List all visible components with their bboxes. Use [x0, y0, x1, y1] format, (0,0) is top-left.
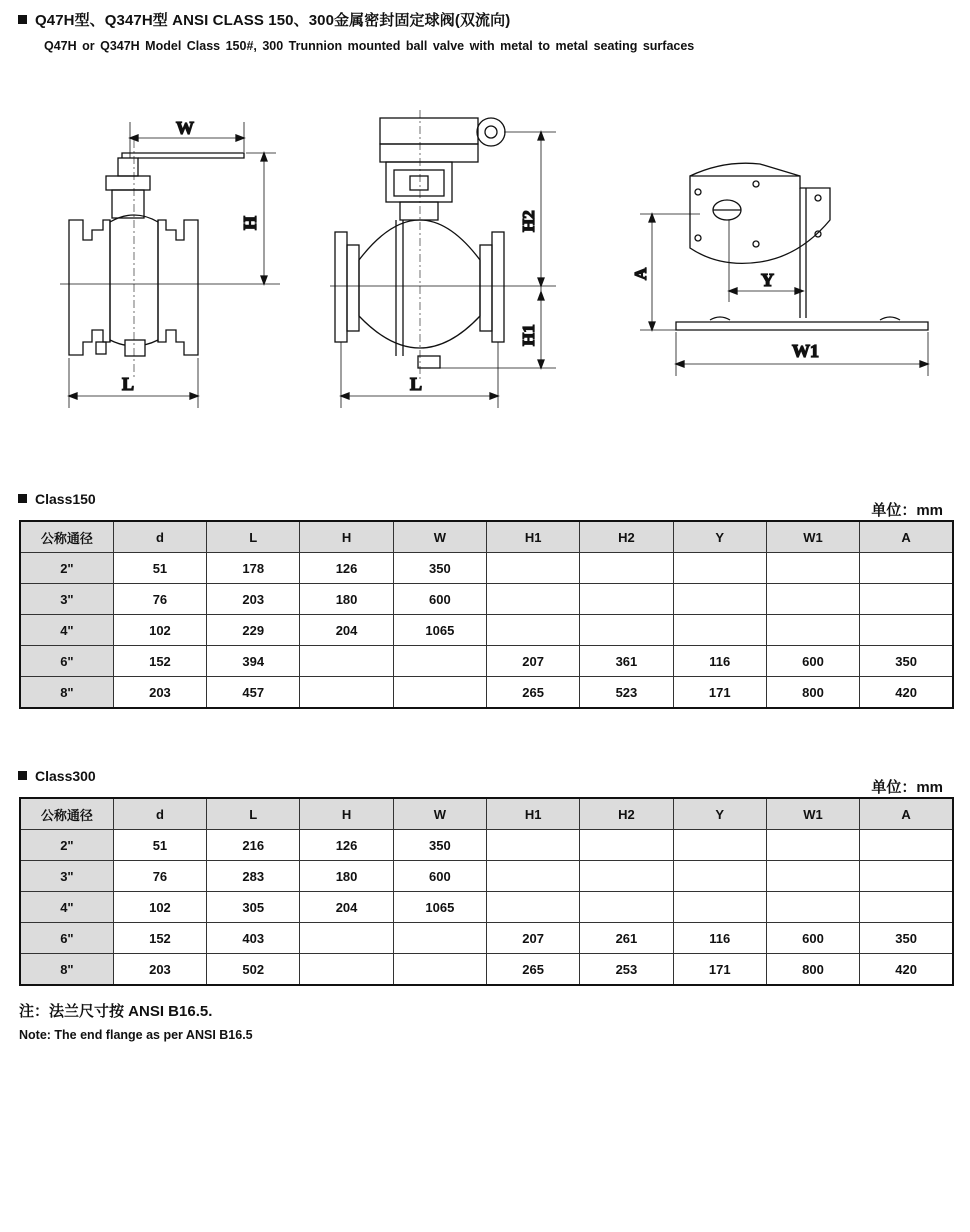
column-header: H1 — [486, 521, 579, 553]
table-cell: 152 — [113, 923, 206, 954]
table-cell — [580, 553, 673, 584]
table-cell — [300, 646, 393, 677]
bullet-square-icon — [18, 494, 27, 503]
table-cell: 394 — [207, 646, 300, 677]
column-header: W — [393, 521, 486, 553]
label-y: Y — [761, 270, 774, 290]
note-chinese: 注：法兰尺寸按 ANSI B16.5. — [19, 1003, 213, 1020]
nominal-size-cell: 6" — [20, 646, 113, 677]
column-header: L — [207, 521, 300, 553]
class300-table — [19, 797, 954, 986]
section-title-class150 — [18, 491, 96, 507]
table-cell — [393, 923, 486, 954]
table-cell — [300, 923, 393, 954]
label-a: A — [631, 267, 650, 280]
table-row — [20, 892, 953, 923]
table-cell — [860, 830, 953, 861]
table-cell: 600 — [766, 646, 859, 677]
table-cell: 203 — [207, 584, 300, 615]
table-row — [20, 615, 953, 646]
label-h2: H2 — [519, 210, 538, 232]
column-header: H — [300, 521, 393, 553]
valve-dimension-drawing — [0, 80, 970, 420]
table-cell: 207 — [486, 646, 579, 677]
table-cell: 457 — [207, 677, 300, 709]
table-cell — [673, 584, 766, 615]
table-cell — [766, 584, 859, 615]
table-cell: 265 — [486, 677, 579, 709]
table-cell — [486, 584, 579, 615]
table-cell — [486, 553, 579, 584]
table-cell: 502 — [207, 954, 300, 986]
table-cell: 207 — [486, 923, 579, 954]
column-header: W1 — [766, 798, 859, 830]
unit-label: 单位：mm — [871, 502, 943, 519]
table-cell — [860, 553, 953, 584]
column-header: H2 — [580, 798, 673, 830]
bullet-square-icon — [18, 771, 27, 780]
bullet-square-icon — [18, 15, 27, 24]
table-cell: 420 — [860, 677, 953, 709]
table-cell: 265 — [486, 954, 579, 986]
table-cell: 180 — [300, 584, 393, 615]
table-cell — [673, 892, 766, 923]
table-cell — [300, 954, 393, 986]
nominal-size-cell: 8" — [20, 954, 113, 986]
side-view-lever-valve — [60, 122, 280, 408]
table-cell: 171 — [673, 677, 766, 709]
table-row — [20, 954, 953, 986]
table-cell: 361 — [580, 646, 673, 677]
column-header: A — [860, 521, 953, 553]
table-cell — [860, 861, 953, 892]
label-h1: H1 — [519, 324, 538, 346]
table-cell: 102 — [113, 892, 206, 923]
table-cell — [486, 615, 579, 646]
column-header: H — [300, 798, 393, 830]
table-cell — [766, 615, 859, 646]
section-title-class300 — [18, 768, 96, 784]
table-cell — [673, 615, 766, 646]
table-cell: 126 — [300, 830, 393, 861]
table-cell — [393, 954, 486, 986]
table-cell: 76 — [113, 584, 206, 615]
table-cell: 76 — [113, 861, 206, 892]
label-l-middle: L — [410, 374, 423, 394]
nominal-size-cell: 3" — [20, 584, 113, 615]
table-cell — [580, 830, 673, 861]
table-header-row — [20, 521, 953, 553]
column-header: A — [860, 798, 953, 830]
table-cell: 51 — [113, 830, 206, 861]
table-cell: 350 — [393, 830, 486, 861]
table-cell: 600 — [393, 584, 486, 615]
table-cell — [673, 830, 766, 861]
table-cell — [766, 553, 859, 584]
table-cell: 126 — [300, 553, 393, 584]
column-header: 公称通径 — [20, 798, 113, 830]
label-l-left: L — [122, 374, 135, 394]
table-cell — [860, 892, 953, 923]
table-row — [20, 553, 953, 584]
table-cell: 523 — [580, 677, 673, 709]
table-cell: 261 — [580, 923, 673, 954]
nominal-size-cell: 4" — [20, 892, 113, 923]
table-header-row — [20, 798, 953, 830]
table-cell: 152 — [113, 646, 206, 677]
table-row — [20, 830, 953, 861]
table-cell: 203 — [113, 954, 206, 986]
table-cell: 229 — [207, 615, 300, 646]
table-cell: 1065 — [393, 615, 486, 646]
table-cell — [393, 677, 486, 709]
table-cell: 403 — [207, 923, 300, 954]
side-view-gear-valve — [330, 110, 556, 408]
table-cell: 350 — [393, 553, 486, 584]
top-view-gearbox — [640, 163, 928, 376]
nominal-size-cell: 3" — [20, 861, 113, 892]
table-cell: 116 — [673, 646, 766, 677]
table-cell: 203 — [113, 677, 206, 709]
table-cell: 350 — [860, 923, 953, 954]
table-cell: 116 — [673, 923, 766, 954]
table-cell: 420 — [860, 954, 953, 986]
table-cell: 102 — [113, 615, 206, 646]
table-cell: 216 — [207, 830, 300, 861]
table-cell: 51 — [113, 553, 206, 584]
table-cell — [766, 830, 859, 861]
nominal-size-cell: 6" — [20, 923, 113, 954]
table-cell: 305 — [207, 892, 300, 923]
table-cell — [766, 861, 859, 892]
table-cell — [580, 861, 673, 892]
column-header: W — [393, 798, 486, 830]
table-cell: 800 — [766, 954, 859, 986]
column-header: W1 — [766, 521, 859, 553]
column-header: H1 — [486, 798, 579, 830]
nominal-size-cell: 2" — [20, 830, 113, 861]
table-cell — [300, 677, 393, 709]
table-cell — [860, 584, 953, 615]
page-subtitle: Q47H or Q347H Model Class 150#, 300 Trunnion mounted ball valve with metal to metal seating surfaces — [44, 39, 695, 53]
table-cell: 600 — [393, 861, 486, 892]
table-cell: 204 — [300, 892, 393, 923]
table-cell — [486, 830, 579, 861]
table-row — [20, 861, 953, 892]
table-cell — [580, 584, 673, 615]
label-h: H — [240, 215, 260, 230]
table-cell: 1065 — [393, 892, 486, 923]
table-cell — [486, 892, 579, 923]
nominal-size-cell: 2" — [20, 553, 113, 584]
table-cell — [673, 553, 766, 584]
column-header: d — [113, 521, 206, 553]
table-cell: 171 — [673, 954, 766, 986]
table-cell — [486, 861, 579, 892]
page-title — [18, 9, 510, 30]
table-cell: 283 — [207, 861, 300, 892]
section-title-text: Class300 — [35, 768, 96, 784]
page-title-text: Q47H型、Q347H型 ANSI CLASS 150、300金属密封固定球阀(双流向) — [35, 12, 511, 29]
table-cell: 800 — [766, 677, 859, 709]
column-header: L — [207, 798, 300, 830]
column-header: H2 — [580, 521, 673, 553]
table-cell: 253 — [580, 954, 673, 986]
column-header: Y — [673, 521, 766, 553]
column-header: Y — [673, 798, 766, 830]
column-header: 公称通径 — [20, 521, 113, 553]
table-cell: 600 — [766, 923, 859, 954]
table-cell — [580, 615, 673, 646]
table-row — [20, 923, 953, 954]
label-w1: W1 — [792, 341, 819, 361]
table-cell: 204 — [300, 615, 393, 646]
nominal-size-cell: 4" — [20, 615, 113, 646]
table-cell — [673, 861, 766, 892]
table-row — [20, 646, 953, 677]
unit-label: 单位：mm — [871, 779, 943, 796]
table-cell — [860, 615, 953, 646]
column-header: d — [113, 798, 206, 830]
table-row — [20, 677, 953, 709]
section-title-text: Class150 — [35, 491, 96, 507]
class150-table — [19, 520, 954, 709]
table-cell: 178 — [207, 553, 300, 584]
table-cell — [580, 892, 673, 923]
table-cell — [393, 646, 486, 677]
note-english: Note: The end flange as per ANSI B16.5 — [19, 1028, 253, 1042]
label-w: W — [176, 118, 194, 138]
table-cell — [766, 892, 859, 923]
table-cell: 350 — [860, 646, 953, 677]
table-cell: 180 — [300, 861, 393, 892]
table-row — [20, 584, 953, 615]
nominal-size-cell: 8" — [20, 677, 113, 709]
